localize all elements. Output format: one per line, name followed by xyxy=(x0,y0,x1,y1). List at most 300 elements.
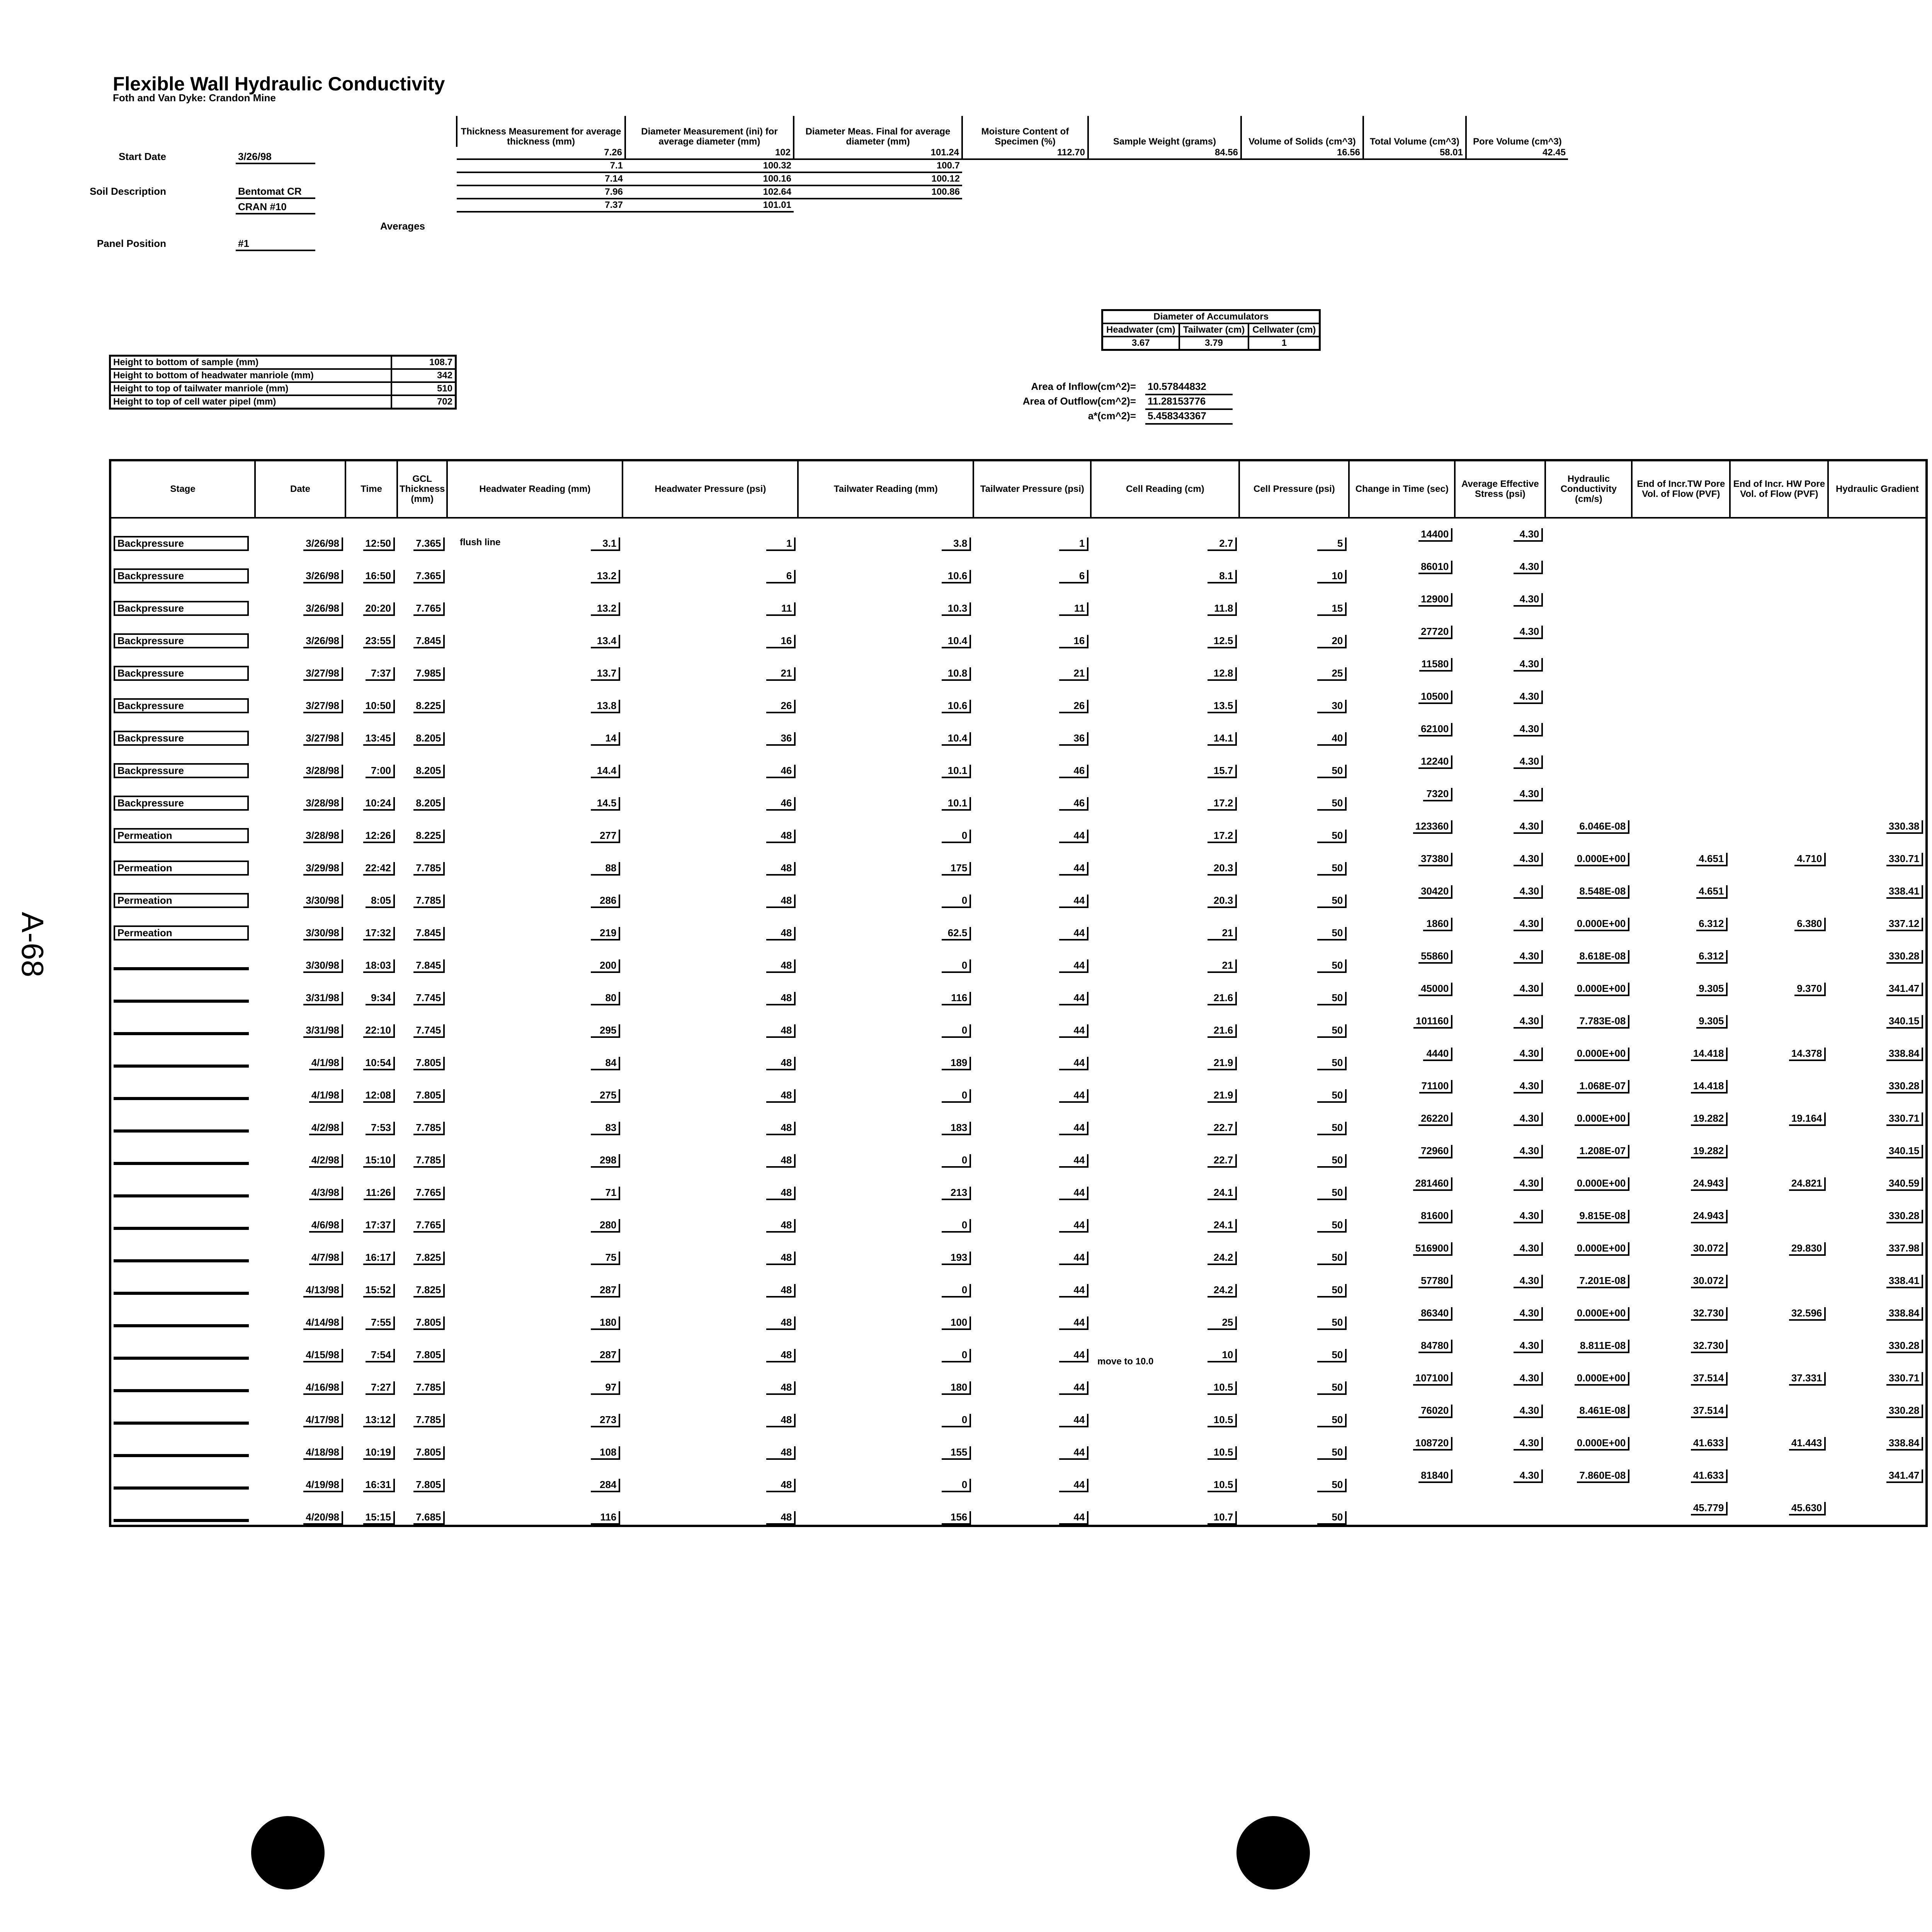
cell-cellp xyxy=(1239,681,1349,713)
cell-value: 7.785 xyxy=(413,1381,445,1395)
cell-value: 8.225 xyxy=(413,700,445,713)
cell-value: 12240 xyxy=(1418,755,1452,769)
cell-dt xyxy=(1349,681,1455,713)
cell-hw xyxy=(447,940,622,973)
cell-grad xyxy=(1828,940,1927,973)
cell-value: 44 xyxy=(1059,1219,1088,1233)
cell-value: 21.9 xyxy=(1208,1057,1237,1070)
cell-value: 3/26/98 xyxy=(303,537,343,551)
cell-value: 48 xyxy=(766,1122,796,1135)
cell-k xyxy=(1545,1103,1632,1135)
cell-value: 156 xyxy=(942,1511,971,1525)
cell-stress xyxy=(1455,681,1545,713)
cell-hwp xyxy=(622,1103,798,1135)
cell-dt xyxy=(1349,940,1455,973)
cell-gcl xyxy=(397,1265,447,1298)
cell-value xyxy=(114,1129,249,1133)
cell-twp xyxy=(973,746,1091,778)
cell-k xyxy=(1545,551,1632,583)
cell-gcl xyxy=(397,1038,447,1070)
cell-value: Backpressure xyxy=(114,633,249,648)
cell-hw-pvf xyxy=(1730,681,1828,713)
cell-value: 71 xyxy=(591,1187,620,1200)
cell-value: 3/27/98 xyxy=(303,700,343,713)
cell-grad xyxy=(1828,811,1927,843)
cell-value xyxy=(114,1032,249,1035)
cell-value: 4.30 xyxy=(1514,788,1543,801)
cell-hwp xyxy=(622,583,798,616)
cell-hwp xyxy=(622,778,798,811)
cell-value: 22.7 xyxy=(1208,1154,1237,1168)
cell-time xyxy=(345,1362,397,1395)
specimen-row xyxy=(457,147,1568,159)
cell-hwp xyxy=(622,973,798,1005)
cell-hw-pvf xyxy=(1730,1460,1828,1492)
cell-value: 0.000E+00 xyxy=(1575,1372,1630,1386)
cell-k xyxy=(1545,1362,1632,1395)
cell-value: 273 xyxy=(591,1414,620,1427)
cell-value: 50 xyxy=(1317,1479,1347,1492)
cell-value: 338.84 xyxy=(1886,1437,1923,1451)
cell-value: 13.2 xyxy=(591,602,620,616)
cell-value: 16:31 xyxy=(363,1479,395,1492)
cell-twp xyxy=(973,908,1091,940)
cell-gcl xyxy=(397,518,447,551)
area-outflow-value: 11.28153776 xyxy=(1145,395,1233,410)
cell-value: 44 xyxy=(1059,1316,1088,1330)
cell-value: 4.30 xyxy=(1514,1145,1543,1158)
cell-time xyxy=(345,1330,397,1362)
cell-cell xyxy=(1091,940,1239,973)
cell-stress xyxy=(1455,1362,1545,1395)
cell-hw-pvf xyxy=(1730,1070,1828,1103)
cell-value: 340.15 xyxy=(1886,1145,1923,1158)
cell-value: 30420 xyxy=(1418,885,1452,899)
start-date-label: Start Date xyxy=(119,151,166,162)
cell-cell xyxy=(1091,1038,1239,1070)
cell-hw xyxy=(447,1005,622,1038)
cell-value: 4/16/98 xyxy=(303,1381,343,1395)
cell-value: 15:10 xyxy=(363,1154,395,1168)
cell-date xyxy=(255,616,345,648)
cell-value: 50 xyxy=(1317,1089,1347,1103)
cell-value: 20.3 xyxy=(1208,862,1237,876)
table-row xyxy=(110,908,1927,940)
cell-stress xyxy=(1455,1330,1545,1362)
cell-value: 7.201E-08 xyxy=(1577,1275,1629,1288)
cell-dt xyxy=(1349,1103,1455,1135)
specimen-cell: 7.14 xyxy=(457,172,625,185)
cell-tw-pvf xyxy=(1632,1330,1730,1362)
cell-hwp xyxy=(622,1265,798,1298)
cell-stress xyxy=(1455,713,1545,746)
cell-value: 7.805 xyxy=(413,1057,445,1070)
cell-value: 330.71 xyxy=(1886,1112,1923,1126)
cell-time xyxy=(345,876,397,908)
cell-value: 44 xyxy=(1059,1252,1088,1265)
cell-value: 15 xyxy=(1317,602,1347,616)
cell-value xyxy=(114,1389,249,1392)
cell-value: 0 xyxy=(942,895,971,908)
table-row xyxy=(110,648,1927,681)
cell-hw-pvf xyxy=(1730,616,1828,648)
cell-value: 275 xyxy=(591,1089,620,1103)
cell-dt xyxy=(1349,1038,1455,1070)
cell-cellp xyxy=(1239,1330,1349,1362)
cell-value: 8.1 xyxy=(1208,570,1237,583)
cell-stage xyxy=(110,1038,255,1070)
accumulator-value: 1 xyxy=(1248,337,1320,350)
specimen-header: Diameter Measurement (ini) for average diameter (mm) xyxy=(625,116,794,147)
cell-value: 14 xyxy=(591,732,620,746)
cell-cell xyxy=(1091,746,1239,778)
cell-cellp xyxy=(1239,843,1349,876)
cell-k xyxy=(1545,713,1632,746)
cell-value: 10 xyxy=(1317,570,1347,583)
specimen-cell xyxy=(1241,159,1363,172)
cell-k xyxy=(1545,908,1632,940)
cell-value: 84 xyxy=(591,1057,620,1070)
cell-stage xyxy=(110,1362,255,1395)
cell-stress xyxy=(1455,746,1545,778)
cell-value: 50 xyxy=(1317,1187,1347,1200)
cell-tw xyxy=(798,908,973,940)
soil-description-value-1: Bentomat CR xyxy=(236,185,315,199)
cell-value: 81840 xyxy=(1418,1469,1452,1483)
cell-value: Backpressure xyxy=(114,601,249,616)
cell-value: 4/1/98 xyxy=(309,1089,343,1103)
cell-gcl xyxy=(397,1103,447,1135)
specimen-header: Sample Weight (grams) xyxy=(1088,116,1241,147)
cell-value: 4.30 xyxy=(1514,658,1543,672)
cell-cellp xyxy=(1239,1265,1349,1298)
cell-value: 14.418 xyxy=(1691,1048,1728,1061)
cell-date xyxy=(255,648,345,681)
cell-time xyxy=(345,681,397,713)
cell-twp xyxy=(973,1362,1091,1395)
cell-value: 44 xyxy=(1059,1187,1088,1200)
cell-tw-pvf xyxy=(1632,1135,1730,1168)
cell-twp xyxy=(973,1005,1091,1038)
cell-value: 330.71 xyxy=(1886,1372,1923,1386)
cell-value: 7.825 xyxy=(413,1252,445,1265)
cell-value: 83 xyxy=(591,1122,620,1135)
cell-cellp xyxy=(1239,1233,1349,1265)
cell-value: 10.1 xyxy=(942,765,971,778)
cell-value: 7:55 xyxy=(366,1316,395,1330)
accumulators-title: Diameter of Accumulators xyxy=(1102,310,1320,324)
cell-stress xyxy=(1455,1168,1545,1200)
cell-value: 4.30 xyxy=(1514,1469,1543,1483)
cell-tw-pvf xyxy=(1632,811,1730,843)
cell-gcl xyxy=(397,681,447,713)
cell-value: 213 xyxy=(942,1187,971,1200)
cell-value: 7.785 xyxy=(413,862,445,876)
cell-cellp xyxy=(1239,778,1349,811)
cell-value: 24.2 xyxy=(1208,1252,1237,1265)
cell-value xyxy=(114,1162,249,1165)
cell-dt xyxy=(1349,1168,1455,1200)
cell-value: 50 xyxy=(1317,1252,1347,1265)
page-title: Flexible Wall Hydraulic Conductivity xyxy=(113,73,445,95)
cell-value: 3.8 xyxy=(942,537,971,551)
cell-dt xyxy=(1349,1395,1455,1427)
cell-value: 7.985 xyxy=(413,667,445,681)
table-row xyxy=(110,876,1927,908)
cell-twp xyxy=(973,778,1091,811)
cell-twp xyxy=(973,940,1091,973)
cell-hw-pvf xyxy=(1730,811,1828,843)
cell-cell xyxy=(1091,518,1239,551)
cell-value: 4.30 xyxy=(1514,983,1543,996)
cell-tw-pvf xyxy=(1632,551,1730,583)
cell-dt xyxy=(1349,583,1455,616)
cell-time xyxy=(345,778,397,811)
cell-cellp xyxy=(1239,583,1349,616)
cell-gcl xyxy=(397,1298,447,1330)
cell-twp xyxy=(973,616,1091,648)
cell-value: 36 xyxy=(766,732,796,746)
cell-gcl xyxy=(397,616,447,648)
specimen-cell xyxy=(962,172,1088,185)
cell-value: 155 xyxy=(942,1446,971,1460)
cell-cellp xyxy=(1239,616,1349,648)
specimen-cell xyxy=(1363,172,1466,185)
cell-value: 11.8 xyxy=(1208,602,1237,616)
cell-value: Backpressure xyxy=(114,763,249,778)
specimen-cell: 7.96 xyxy=(457,185,625,199)
cell-twp xyxy=(973,713,1091,746)
cell-value: 108 xyxy=(591,1446,620,1460)
cell-value: 330.28 xyxy=(1886,1405,1923,1418)
cell-value: 50 xyxy=(1317,1219,1347,1233)
cell-cellp xyxy=(1239,1005,1349,1038)
specimen-cell xyxy=(1466,199,1568,212)
cell-cell xyxy=(1091,1460,1239,1492)
cell-value: 7:37 xyxy=(366,667,395,681)
cell-tw-pvf xyxy=(1632,1103,1730,1135)
cell-hw-pvf xyxy=(1730,876,1828,908)
cell-dt xyxy=(1349,843,1455,876)
specimen-cell: 16.56 xyxy=(1241,147,1363,159)
cell-value: 6.312 xyxy=(1696,918,1728,931)
cell-stress xyxy=(1455,1135,1545,1168)
cell-value: 4/2/98 xyxy=(309,1122,343,1135)
specimen-cell xyxy=(1088,159,1241,172)
cell-value: 5 xyxy=(1317,537,1347,551)
cell-value: 4440 xyxy=(1423,1048,1452,1061)
cell-hwp xyxy=(622,1427,798,1460)
cell-hw xyxy=(447,583,622,616)
table-row xyxy=(110,1298,1927,1330)
cell-value xyxy=(114,1324,249,1327)
cell-value: 6 xyxy=(766,570,796,583)
cell-grad xyxy=(1828,1038,1927,1070)
cell-tw xyxy=(798,1103,973,1135)
cell-value: 50 xyxy=(1317,959,1347,973)
cell-grad xyxy=(1828,1168,1927,1200)
cell-value: 13.7 xyxy=(591,667,620,681)
cell-value: 0.000E+00 xyxy=(1575,1112,1630,1126)
cell-stress xyxy=(1455,583,1545,616)
cell-twp xyxy=(973,1395,1091,1427)
cell-value: 287 xyxy=(591,1349,620,1362)
cell-value: 8.205 xyxy=(413,732,445,746)
cell-value: 0 xyxy=(942,1024,971,1038)
cell-value: 16:50 xyxy=(363,570,395,583)
table-row xyxy=(110,551,1927,583)
cell-dt xyxy=(1349,1460,1455,1492)
cell-value: 337.12 xyxy=(1886,918,1923,931)
cell-hw-pvf xyxy=(1730,908,1828,940)
cell-value: 13:12 xyxy=(363,1414,395,1427)
cell-value xyxy=(114,1486,249,1490)
cell-value: 9.370 xyxy=(1794,983,1826,996)
specimen-cell xyxy=(1241,172,1363,185)
cell-value: 44 xyxy=(1059,1057,1088,1070)
cell-value: 3/31/98 xyxy=(303,992,343,1005)
panel-position-label: Panel Position xyxy=(97,238,166,249)
cell-hw xyxy=(447,973,622,1005)
cell-twp xyxy=(973,583,1091,616)
cell-value: 1 xyxy=(1059,537,1088,551)
cell-hw xyxy=(447,1460,622,1492)
cell-twp xyxy=(973,876,1091,908)
cell-stress xyxy=(1455,811,1545,843)
cell-dt xyxy=(1349,811,1455,843)
table-row xyxy=(110,518,1927,551)
cell-value: 8.205 xyxy=(413,765,445,778)
cell-k xyxy=(1545,973,1632,1005)
cell-hw xyxy=(447,1233,622,1265)
cell-value: 0 xyxy=(942,830,971,843)
cell-date xyxy=(255,940,345,973)
specimen-header: Pore Volume (cm^3) xyxy=(1466,116,1568,147)
cell-stage xyxy=(110,1168,255,1200)
cell-time xyxy=(345,843,397,876)
cell-value: 24.1 xyxy=(1208,1219,1237,1233)
height-value: 510 xyxy=(391,382,456,395)
cell-value: 193 xyxy=(942,1252,971,1265)
cell-value: 11:26 xyxy=(364,1187,395,1200)
cell-k xyxy=(1545,1298,1632,1330)
cell-tw-pvf xyxy=(1632,1298,1730,1330)
cell-value: 48 xyxy=(766,1479,796,1492)
cell-stress xyxy=(1455,1265,1545,1298)
cell-value: 12900 xyxy=(1418,593,1452,607)
cell-dt xyxy=(1349,1427,1455,1460)
cell-value: 7:54 xyxy=(366,1349,395,1362)
cell-hw-pvf xyxy=(1730,518,1828,551)
cell-gcl xyxy=(397,746,447,778)
cell-stage xyxy=(110,1492,255,1526)
cell-gcl xyxy=(397,1233,447,1265)
cell-value: 280 xyxy=(591,1219,620,1233)
cell-value: 45.630 xyxy=(1789,1502,1826,1515)
cell-gcl xyxy=(397,1460,447,1492)
cell-value: 8:05 xyxy=(366,895,395,908)
cell-twp xyxy=(973,811,1091,843)
cell-time xyxy=(345,1233,397,1265)
cell-value: 20 xyxy=(1317,635,1347,648)
cell-dt xyxy=(1349,746,1455,778)
cell-value: 10.3 xyxy=(942,602,971,616)
cell-gcl xyxy=(397,551,447,583)
cell-cellp xyxy=(1239,1200,1349,1233)
cell-hwp xyxy=(622,648,798,681)
cell-value: 219 xyxy=(591,927,620,940)
cell-value xyxy=(114,1065,249,1068)
cell-value: 10.5 xyxy=(1208,1381,1237,1395)
cell-stage xyxy=(110,1233,255,1265)
cell-value: 24.1 xyxy=(1208,1187,1237,1200)
specimen-header: Diameter Meas. Final for average diameter (mm) xyxy=(794,116,962,147)
cell-cellp xyxy=(1239,648,1349,681)
cell-hw-pvf xyxy=(1730,1103,1828,1135)
column-header: Headwater Pressure (psi) xyxy=(622,460,798,518)
cell-value: 7.785 xyxy=(413,1122,445,1135)
cell-value: 4.30 xyxy=(1514,1080,1543,1094)
cell-value: 88 xyxy=(591,862,620,876)
cell-gcl xyxy=(397,1362,447,1395)
soil-description-value-2: CRAN #10 xyxy=(236,201,315,214)
specimen-cell xyxy=(794,199,962,212)
cell-value: 48 xyxy=(766,1187,796,1200)
cell-tw xyxy=(798,1362,973,1395)
accumulators-table xyxy=(1101,309,1321,351)
cell-stage xyxy=(110,1265,255,1298)
cell-cell xyxy=(1091,778,1239,811)
cell-stage xyxy=(110,1135,255,1168)
cell-hw-pvf xyxy=(1730,1395,1828,1427)
cell-gcl xyxy=(397,778,447,811)
column-header: Date xyxy=(255,460,345,518)
cell-value: 46 xyxy=(1059,797,1088,811)
cell-cell xyxy=(1091,1492,1239,1526)
cell-gcl xyxy=(397,1070,447,1103)
cell-value: 180 xyxy=(591,1316,620,1330)
cell-value: 44 xyxy=(1059,895,1088,908)
cell-value: 8.205 xyxy=(413,797,445,811)
cell-value xyxy=(114,1000,249,1003)
cell-tw xyxy=(798,973,973,1005)
cell-hwp xyxy=(622,1460,798,1492)
cell-hwp xyxy=(622,908,798,940)
cell-twp xyxy=(973,1103,1091,1135)
cell-gcl xyxy=(397,583,447,616)
cell-date xyxy=(255,713,345,746)
cell-tw-pvf xyxy=(1632,1168,1730,1200)
cell-value: 10.5 xyxy=(1208,1479,1237,1492)
specimen-cell xyxy=(1088,199,1241,212)
cell-k xyxy=(1545,1200,1632,1233)
cell-value: 330.28 xyxy=(1886,1340,1923,1353)
cell-stress xyxy=(1455,843,1545,876)
cell-value: 11 xyxy=(1059,602,1088,616)
cell-tw-pvf xyxy=(1632,518,1730,551)
flush-line-note: flush line xyxy=(460,537,501,548)
cell-cellp xyxy=(1239,518,1349,551)
cell-value: 338.41 xyxy=(1886,885,1923,899)
cell-value: 86010 xyxy=(1418,561,1452,574)
cell-value: 46 xyxy=(766,765,796,778)
cell-stage xyxy=(110,1103,255,1135)
cell-value: 0 xyxy=(942,1154,971,1168)
cell-date xyxy=(255,843,345,876)
cell-value: 24.943 xyxy=(1691,1210,1728,1223)
cell-date xyxy=(255,1265,345,1298)
cell-value: 37.331 xyxy=(1789,1372,1826,1386)
